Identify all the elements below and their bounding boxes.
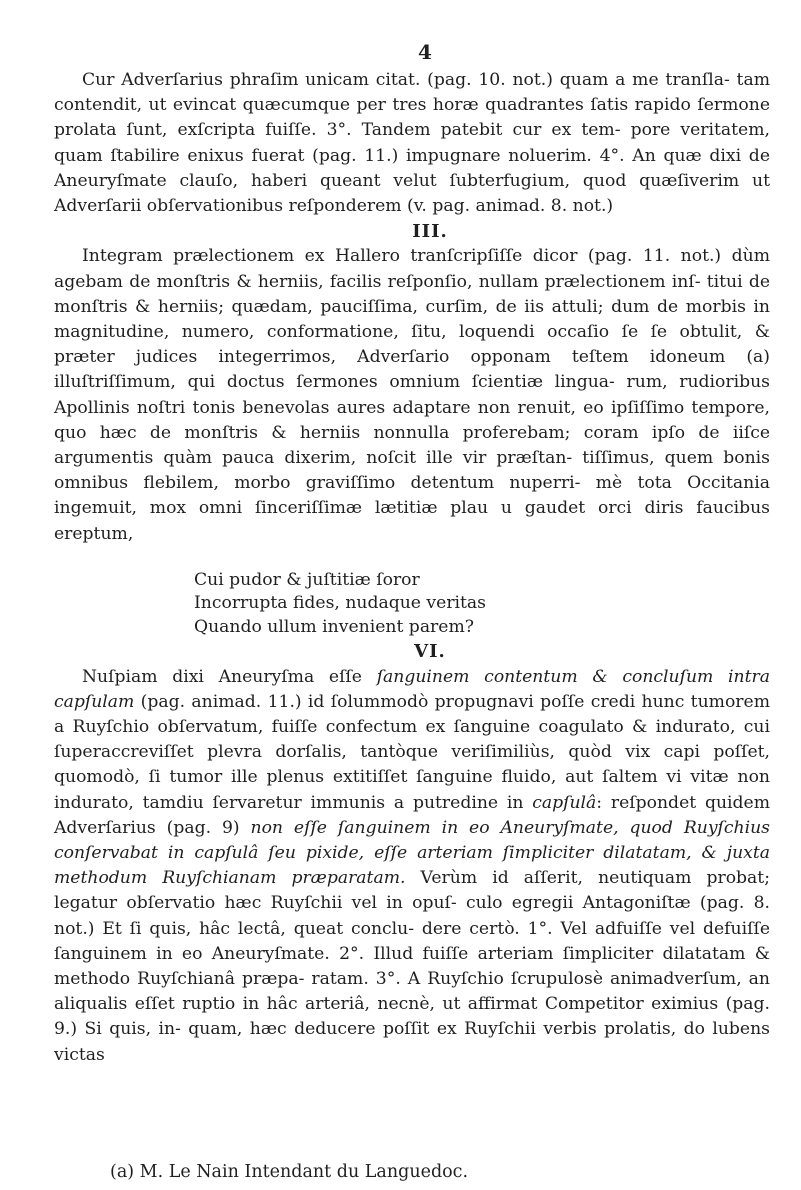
section-heading-vi: VI. [414,641,446,663]
paragraph-3-middle: (pag. animad. 11.) id ſolummodò propugnavi poſſe credi hunc tumorem a Ruyſchio obſervatum, fuiſſe confectum ex ſanguine coagulato & indurato, cui ſuperaccreviſſet plevra dorſalis, tantòque veriſimiliùs, quòd vix capi poſſet, quomodò, ſi tumor ille plenus extitiſſet ſanguine fluido, aut ſaltem vi vitæ non indurato, tamdiu ſervaretur immunis a putredine in [54,691,770,813]
verse-line: Quando ullum invenient parem? [194,616,474,637]
paragraph-2: Integram prælectionem ex Hallero tranſcripſiſſe dicor (pag. 11. not.) dùm agebam de monſtris & herniis, facilis reſponſio, nullam prælectionem inſ- titui de monſtris & herniis; quædam, pauciſſima, curſim, de iis attuli; dum de morbis in magnitudine, numero, conformatione, ſitu, loquendi occaſio ſe ſe obtulit, & præter judices integerrimos, Adverſario opponam teſtem idoneum (a) illuſtriſſimum, qui doctus ſermones omnium ſcientiæ lingua- rum, rudioribus Apollinis noſtri tonis benevolas aures adaptare non renuit, eo ipſiſſimo tempore, quo hæc de monſtris & herniis nonnulla proferebam; coram ipſo de iiſce argumentis quàm pauca dixerim, noſcit ille vir præſtan- tiſſimus, quem bonis omnibus flebilem, morbo graviſſimo detentum nuperri- mè tota Occitania ingemuit, mox omni ſinceriſſimæ lætitiæ plau u gaudet orci diris faucibus ereptum, [54,246,770,544]
verse-quotation [194,569,770,640]
italic-phrase: ſanguinem contentum & concluſum intra capſulam [54,666,770,712]
paragraph-3 [54,665,770,1068]
paragraph-3-lead: Nuſpiam dixi Aneuryſma eſſe [82,666,377,687]
paragraph-3-middle-2: : reſpondet quidem Adverſarius (pag. 9) [54,792,770,838]
page-number: 4 [418,40,432,64]
paragraph-3-rest: Verùm id aſſerit, neutiquam probat; legatur obſervatio hæc Ruyſchii vel in opuſ- culo egregii Antagoniſtæ (pag. 8. not.) Et ſi quis, hâc lectâ, queat conclu- dere certò. 1°. Vel adfuiſſe vel defuiſſe ſanguinem in eo Aneuryſmate. 2°. Illud fuiſſe arteriam ſimpliciter dilatatam & methodo Ruyſchianâ præpa- ratam. 3°. A Ruyſchio ſcrupulosè animadverſum, an aliqualis eſſet ruptio in hâc arteriâ, necnè, ut affirmat Competitor eximius (pag. 9.) Si quis, in- quam, hæc deducere poſſit ex Ruyſchii verbis prolatis, do lubens victas [54,868,770,1065]
italic-word: capſulâ [532,792,597,813]
footnote: (a) M. Le Nain Intendant du Languedoc. [110,1162,469,1182]
page-body [54,68,770,1068]
verse-line: Incorrupta fides, nudaque veritas [194,593,487,614]
paragraph-1: Cur Adverſarius phraſim unicam citat. (pag. 10. not.) quam a me tranſla- tam contendit, ut evincat quæcumque per tres horæ quadrantes ſatis rapido ſermone prolata ſunt, exſcripta fuiſſe. 3°. Tandem patebit cur ex tem- pore veritatem, quam ſtabilire enixus fuerat (pag. 11.) impugnare noluerim. 4°. An quæ dixi de Aneuryſmate clauſo, haberi queant velut ſubterfugium, quod quæſiverim ut Adverſarii obſervationibus reſponderem (v. pag. animad. 8. not.) [54,70,770,217]
verse-line: Cui pudor & juſtitiæ ſoror [194,569,420,590]
italic-quotation: non eſſe ſanguinem in eo Aneuryſmate, quod Ruyſchius conſervabat in capſulâ ſeu pixide, eſſe arteriam ſimpliciter dilatatam, & juxta methodum Ruyſchianam præparatam. [54,817,770,889]
section-heading-iii: III. [412,221,448,243]
